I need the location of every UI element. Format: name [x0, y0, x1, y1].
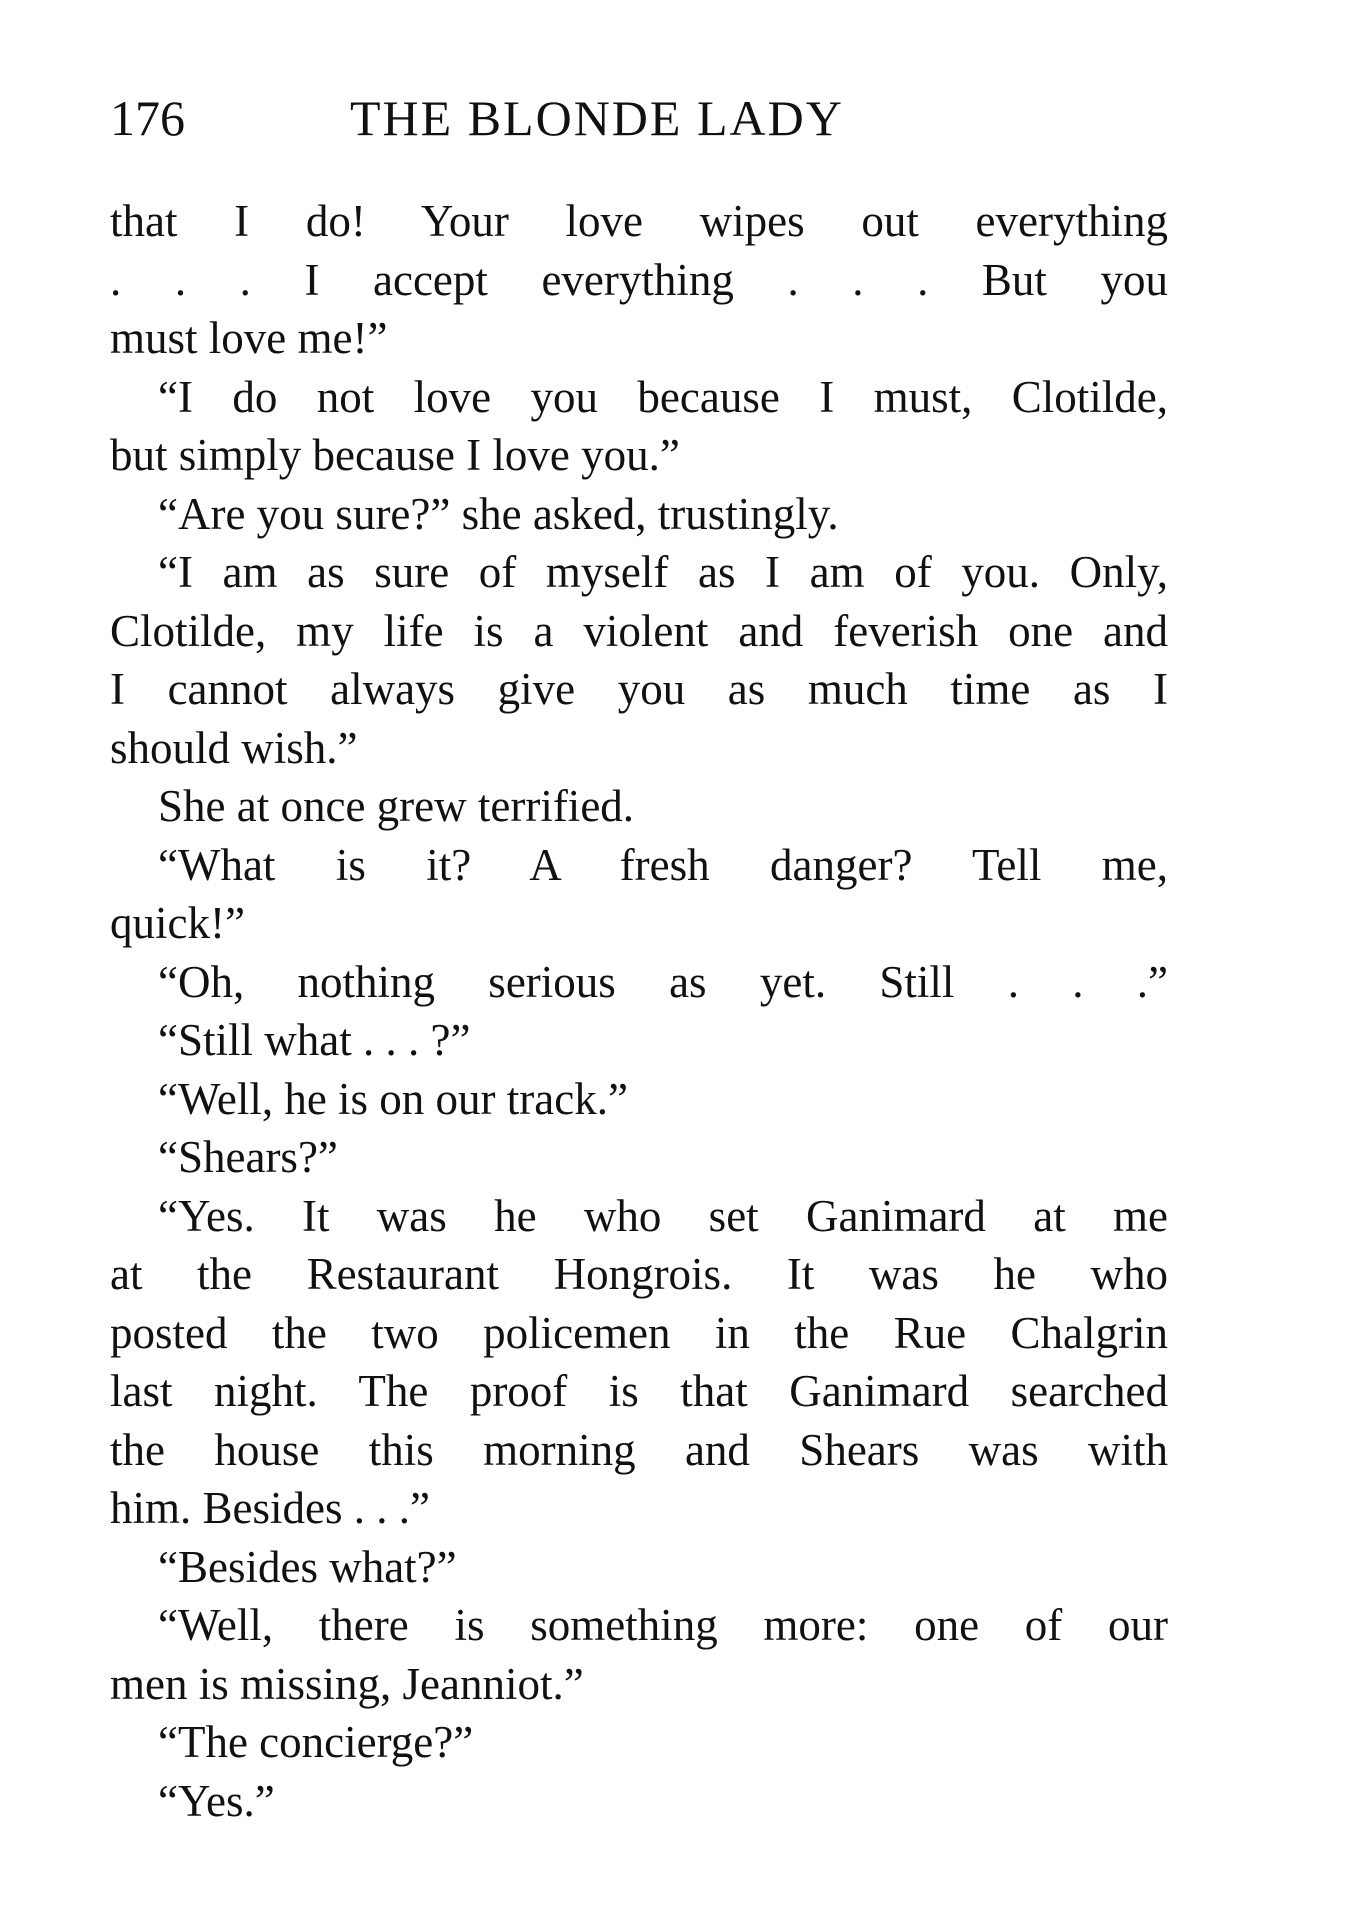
text-line: “Still what . . . ?”	[158, 1015, 471, 1065]
text-line: men is missing, Jeanniot.”	[110, 1658, 584, 1709]
text-line: “I am as sure of myself as I am of you. Only,	[158, 547, 1168, 597]
text-line: “Shears?”	[158, 1132, 338, 1182]
text-line: last night. The proof is that Ganimard searched	[110, 1366, 1168, 1416]
text-line: “Well, he is on our track.”	[158, 1073, 628, 1124]
text-line: I cannot always give you as much time as I	[110, 664, 1168, 714]
text-line: “Besides what?”	[158, 1541, 457, 1592]
text-line: “Well, there is something more: one of our	[158, 1600, 1168, 1650]
text-line: but simply because I love you.”	[110, 430, 680, 480]
running-head	[110, 88, 1170, 148]
text-line: that I do! Your love wipes out everything	[110, 196, 1168, 246]
text-line: quick!”	[110, 898, 245, 948]
text-line: at the Restaurant Hongrois. It was he who	[110, 1249, 1168, 1299]
text-line: “The concierge?”	[158, 1717, 474, 1767]
text-line: should wish.”	[110, 722, 358, 773]
text-line: posted the two policemen in the Rue Chalgrin	[110, 1307, 1168, 1358]
text-body	[110, 192, 1168, 1830]
text-line: “Oh, nothing serious as yet. Still . . .”	[158, 956, 1168, 1007]
text-line: “Yes. It was he who set Ganimard at me	[158, 1190, 1168, 1241]
text-line: him. Besides . . .”	[110, 1483, 430, 1533]
text-line: Clotilde, my life is a violent and feverish one and	[110, 605, 1168, 656]
text-line: the house this morning and Shears was with	[110, 1424, 1168, 1475]
text-line: “What is it? A fresh danger? Tell me,	[158, 839, 1168, 890]
text-line: “Yes.”	[158, 1775, 275, 1826]
text-line: must love me!”	[110, 313, 388, 363]
text-line: . . . I accept everything . . . But you	[110, 254, 1168, 305]
text-line: She at once grew terrified.	[158, 781, 635, 831]
page-number: 176	[110, 90, 185, 146]
text-line: “I do not love you because I must, Clotilde,	[158, 371, 1168, 422]
book-title: THE BLONDE LADY	[350, 90, 844, 146]
text-line: “Are you sure?” she asked, trustingly.	[158, 488, 839, 539]
